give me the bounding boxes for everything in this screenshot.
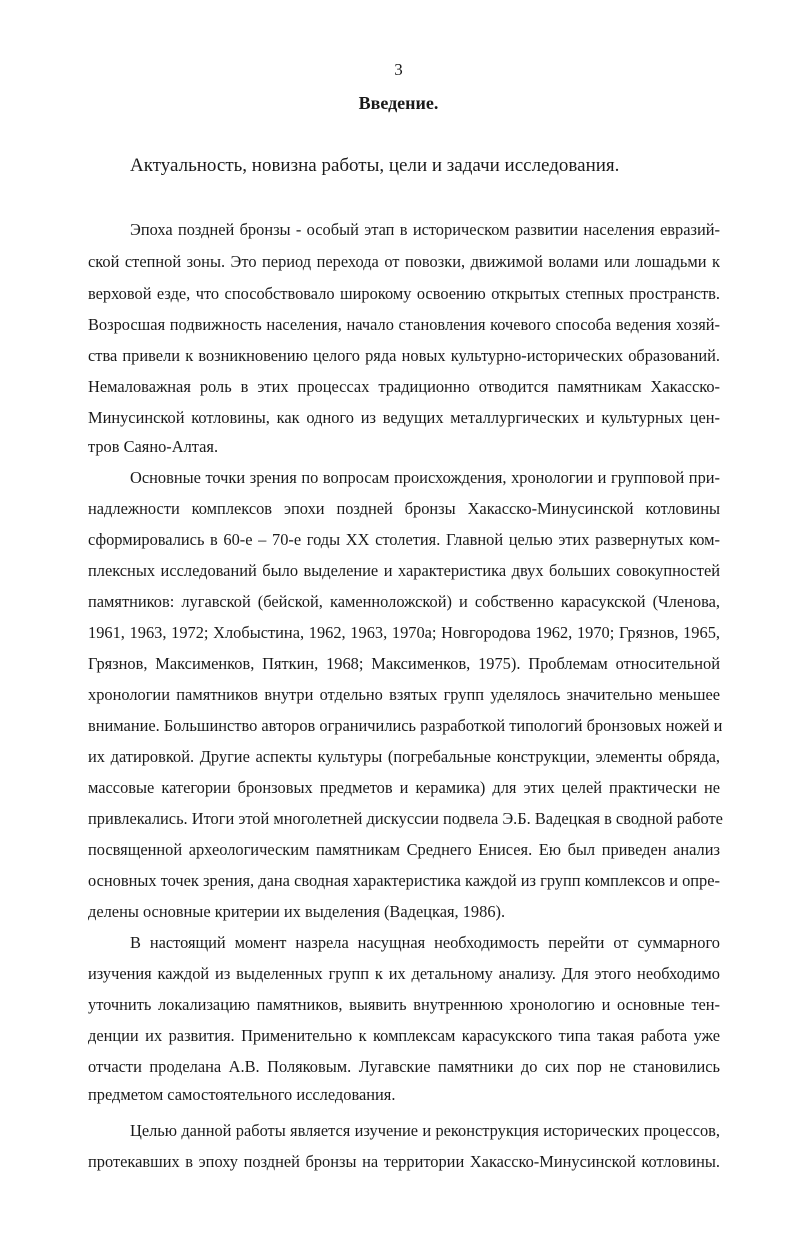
text-line: верховой езде, что способствовало широкому освоению открытых степных пространств.: [88, 284, 720, 303]
text-line: уточнить локализацию памятников, выявить внутреннюю хронологию и основные тен-: [88, 995, 720, 1014]
text-line: Возросшая подвижность населения, начало становления кочевого способа ведения хозяй-: [88, 315, 720, 334]
text-line: внимание. Большинство авторов ограничились разработкой типологий бронзовых ножей и: [88, 716, 723, 735]
text-line: Целью данной работы является изучение и реконструкция исторических процессов,: [130, 1121, 720, 1140]
text-line: ской степной зоны. Это период перехода от повозки, движимой волами или лошадьми к: [88, 252, 720, 271]
text-line: их датировкой. Другие аспекты культуры (погребальные конструкции, элементы обряда,: [88, 747, 720, 766]
text-line: тров Саяно-Алтая.: [88, 437, 219, 456]
text-line: Эпоха поздней бронзы - особый этап в историческом развитии населения евразий-: [130, 220, 720, 239]
section-subtitle: Актуальность, новизна работы, цели и задачи исследования.: [130, 155, 620, 176]
text-line: посвященной археологическим памятникам Среднего Енисея. Ею был приведен анализ: [88, 840, 720, 859]
text-line: Грязнов, Максименков, Пяткин, 1968; Максименков, 1975). Проблемам относительной: [88, 654, 720, 673]
text-line: Немаловажная роль в этих процессах традиционно отводится памятникам Хакасско-: [88, 377, 720, 396]
text-line: хронологии памятников внутри отдельно взятых групп уделялось значительно меньшее: [88, 685, 720, 704]
text-line: В настоящий момент назрела насущная необходимость перейти от суммарного: [130, 933, 720, 952]
text-line: отчасти проделана А.В. Поляковым. Лугавские памятники до сих пор не становились: [88, 1057, 720, 1076]
text-line: привлекались. Итоги этой многолетней дискуссии подвела Э.Б. Вадецкая в сводной работе: [88, 809, 723, 828]
page-number: 3: [394, 60, 403, 79]
text-line: денции их развития. Применительно к комплексам карасукского типа такая работа уже: [88, 1026, 720, 1045]
text-line: протекавших в эпоху поздней бронзы на территории Хакасско-Минусинской котловины.: [88, 1152, 720, 1171]
text-line: Основные точки зрения по вопросам происхождения, хронологии и групповой при-: [130, 468, 720, 487]
text-line: изучения каждой из выделенных групп к их детальному анализу. Для этого необходимо: [88, 964, 720, 983]
text-line: ства привели к возникновению целого ряда новых культурно-исторических образований.: [88, 346, 720, 365]
text-line: основных точек зрения, дана сводная характеристика каждой из групп комплексов и опре-: [88, 871, 720, 890]
text-line: плексных исследований было выделение и характеристика двух больших совокупностей: [88, 561, 720, 580]
text-line: делены основные критерии их выделения (Вадецкая, 1986).: [88, 902, 506, 921]
text-line: предметом самостоятельного исследования.: [88, 1085, 396, 1104]
text-line: Минусинской котловины, как одного из ведущих металлургических и культурных цен-: [88, 408, 720, 427]
text-line: сформировались в 60-е – 70-е годы ХХ столетия. Главной целью этих развернутых ком-: [88, 530, 720, 549]
text-line: надлежности комплексов эпохи поздней бронзы Хакасско-Минусинской котловины: [88, 499, 720, 518]
text-line: 1961, 1963, 1972; Хлобыстина, 1962, 1963, 1970а; Новгородова 1962, 1970; Грязнов, 1965,: [88, 623, 720, 642]
section-title: Введение.: [358, 93, 439, 113]
text-line: памятников: лугавской (бейской, каменноложской) и собственно карасукской (Членова,: [88, 592, 720, 611]
text-line: массовые категории бронзовых предметов и керамика) для этих целей практически не: [88, 778, 720, 797]
